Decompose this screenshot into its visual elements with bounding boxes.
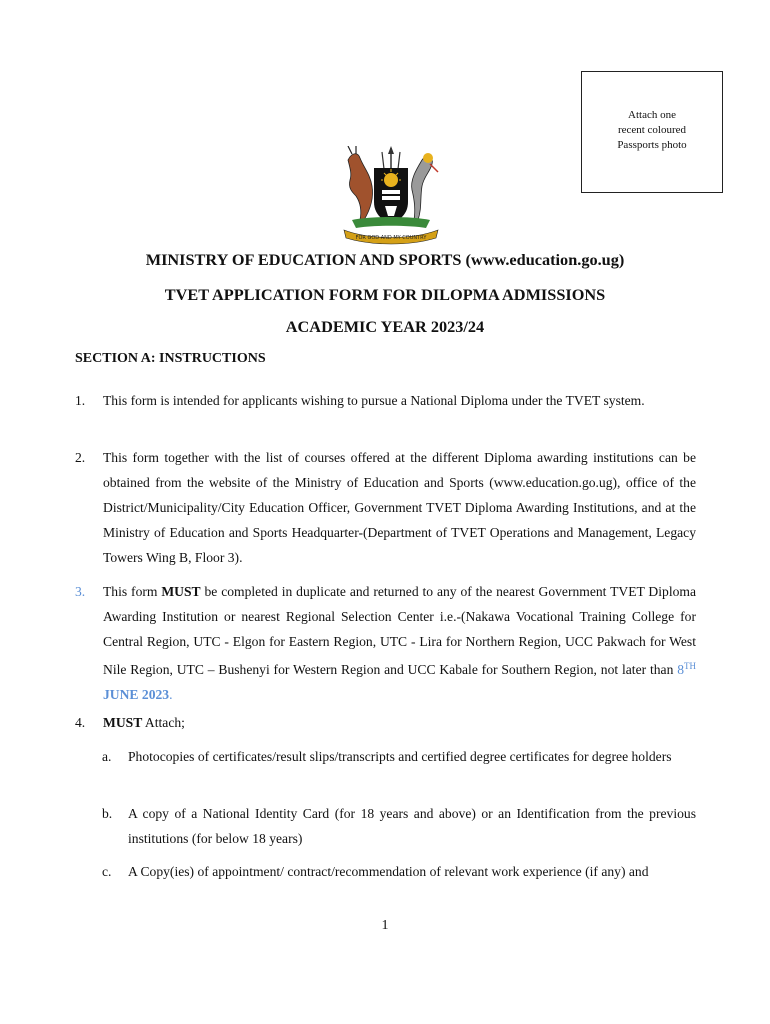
instruction-item-1 xyxy=(75,388,696,413)
svg-text:FOR GOD AND MY COUNTRY: FOR GOD AND MY COUNTRY xyxy=(355,235,427,241)
photo-box-line-1: Attach one xyxy=(628,109,676,121)
sub-item-text: Photocopies of certificates/result slips/transcripts and certified degree certificates for degree holders xyxy=(128,749,672,764)
must-emphasis: MUST xyxy=(103,715,143,730)
instruction-item-4 xyxy=(75,710,696,735)
deadline-month-year: JUNE 2023 xyxy=(103,687,170,702)
photo-box-line-2: recent coloured xyxy=(617,124,687,136)
item-text: This form together with the list of courses offered at the different Diploma awarding institutions can be obtained from the website of the Ministry of Education and Sports (www.education.go.ug), office of the District/Municipality/City Education Officer, Government TVET Diploma Awarding Institutions, and at the Ministry of Education and Sports Headquarter-(Department of TVET Operations and Management, Legacy Towers Wing B, Floor 3). xyxy=(103,450,696,565)
item-text xyxy=(103,579,696,707)
attachment-item-b xyxy=(102,801,696,851)
instruction-item-3 xyxy=(75,579,696,707)
passport-photo-box xyxy=(581,71,723,193)
sub-item-text: A Copy(ies) of appointment/ contract/recommendation of relevant work experience (if any) and xyxy=(128,864,649,879)
instruction-item-2 xyxy=(75,445,696,570)
must-emphasis: MUST xyxy=(161,584,201,599)
item-number: 1. xyxy=(75,393,86,408)
attachment-item-a xyxy=(102,744,696,769)
item-text xyxy=(103,710,696,735)
item-number: 2. xyxy=(75,450,86,465)
item-text: This form is intended for applicants wishing to pursue a National Diploma under the TVET system. xyxy=(103,393,645,408)
page-number: 1 xyxy=(381,918,389,933)
item-number: 3. xyxy=(75,584,86,599)
deadline-day: 8 xyxy=(677,662,684,677)
deadline-suffix: TH xyxy=(684,661,696,671)
ministry-heading: MINISTRY OF EDUCATION AND SPORTS (www.education.go.ug) xyxy=(145,250,625,269)
item-text-pre: This form xyxy=(103,584,162,599)
sub-item-text: A copy of a National Identity Card (for 18 years and above) or an Identification from the previous institutions (for below 18 years) xyxy=(128,806,696,846)
sub-item-letter: c. xyxy=(102,864,112,879)
section-a-heading: SECTION A: INSTRUCTIONS xyxy=(75,351,266,366)
sub-item-letter: a. xyxy=(102,749,112,764)
item-text-end: . xyxy=(169,687,173,702)
photo-box-line-3: Passports photo xyxy=(617,139,687,151)
item-text-main: Attach; xyxy=(142,715,185,730)
attachment-item-c xyxy=(102,859,696,884)
item-number: 4. xyxy=(75,715,86,730)
form-title: TVET APPLICATION FORM FOR DILOPMA ADMISSIONS xyxy=(164,285,606,304)
item-text-main: be completed in duplicate and returned to any of the nearest Government TVET Diploma Awarding Institution or nearest Regional Selection Center i.e.-(Nakawa Vocational Training College for Central Region, UTC - Elgon for Eastern Region, UTC - Lira for Northern Region, UCC Pakwach for West Nile Region, UTC – Bushenyi for Western Region and UCC Kabale for Southern Region, not later than xyxy=(103,584,697,677)
academic-year: ACADEMIC YEAR 2023/24 xyxy=(285,317,485,336)
sub-item-letter: b. xyxy=(102,806,113,821)
uganda-coat-of-arms-icon xyxy=(330,146,452,246)
